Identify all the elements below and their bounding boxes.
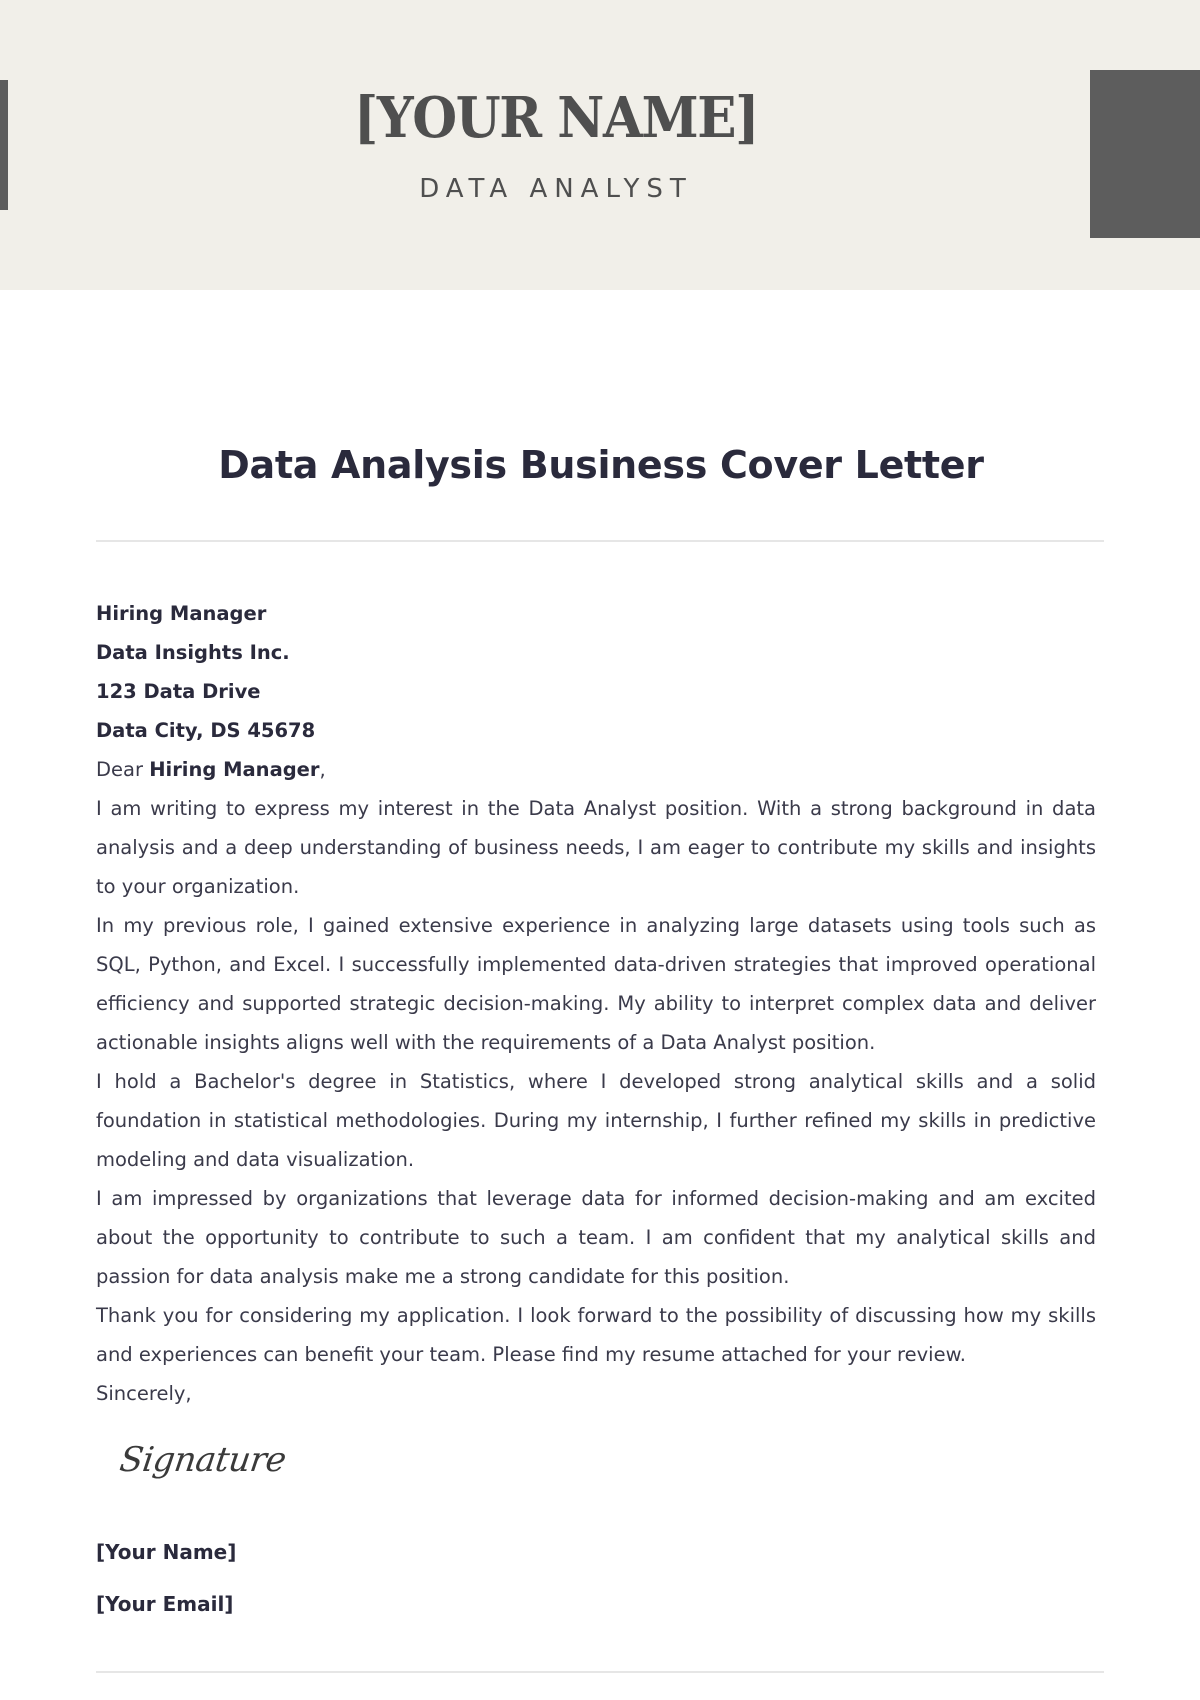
salutation-prefix: Dear — [96, 758, 150, 781]
signer-email: [Your Email] — [96, 1592, 234, 1616]
salutation-name: Hiring Manager — [149, 758, 320, 781]
letter-body — [96, 594, 1096, 1413]
recipient-city: Data City, DS 45678 — [96, 719, 316, 742]
salutation-suffix: , — [319, 758, 326, 781]
signature-image: Signature — [117, 1440, 289, 1480]
paragraph-motivation: I am impressed by organizations that leverage data for informed decision-making and am excited about the opportunity to contribute to such a team. I am confident that my analytical skills and passion for data analysis make me a strong candidate for this position. — [96, 1187, 1096, 1288]
paragraph-thanks: Thank you for considering my application. I look forward to the possibility of discussing how my skills and experiences can benefit your team. Please find my resume attached for your review. — [96, 1304, 1096, 1366]
bottom-divider — [96, 1671, 1104, 1673]
signer-name: [Your Name] — [96, 1540, 237, 1564]
paragraph-education: I hold a Bachelor's degree in Statistics, where I developed strong analytical skills and a solid foundation in statistical methodologies. During my internship, I further refined my skills in predictive modeling and data visualization. — [96, 1070, 1096, 1171]
paragraph-experience: In my previous role, I gained extensive experience in analyzing large datasets using tools such as SQL, Python, and Excel. I successfully implemented data-driven strategies that improved operational efficiency and supported strategic decision-making. My ability to interpret complex data and deliver actionable insights aligns well with the requirements of a Data Analyst position. — [96, 914, 1096, 1054]
header-role: DATA ANALYST — [419, 174, 693, 204]
salutation — [96, 750, 1096, 789]
header-name: [YOUR NAME] — [353, 85, 759, 151]
recipient-company: Data Insights Inc. — [96, 641, 290, 664]
right-accent-block — [1090, 70, 1200, 238]
document-title: Data Analysis Business Cover Letter — [218, 443, 984, 487]
paragraph-interest: I am writing to express my interest in the Data Analyst position. With a strong background in data analysis and a deep understanding of business needs, I am eager to contribute my skills and insights to your organization. — [96, 797, 1096, 898]
recipient-name: Hiring Manager — [96, 602, 267, 625]
top-divider — [96, 540, 1104, 542]
closing: Sincerely, — [96, 1382, 192, 1405]
recipient-block — [96, 594, 1096, 750]
recipient-street: 123 Data Drive — [96, 680, 261, 703]
